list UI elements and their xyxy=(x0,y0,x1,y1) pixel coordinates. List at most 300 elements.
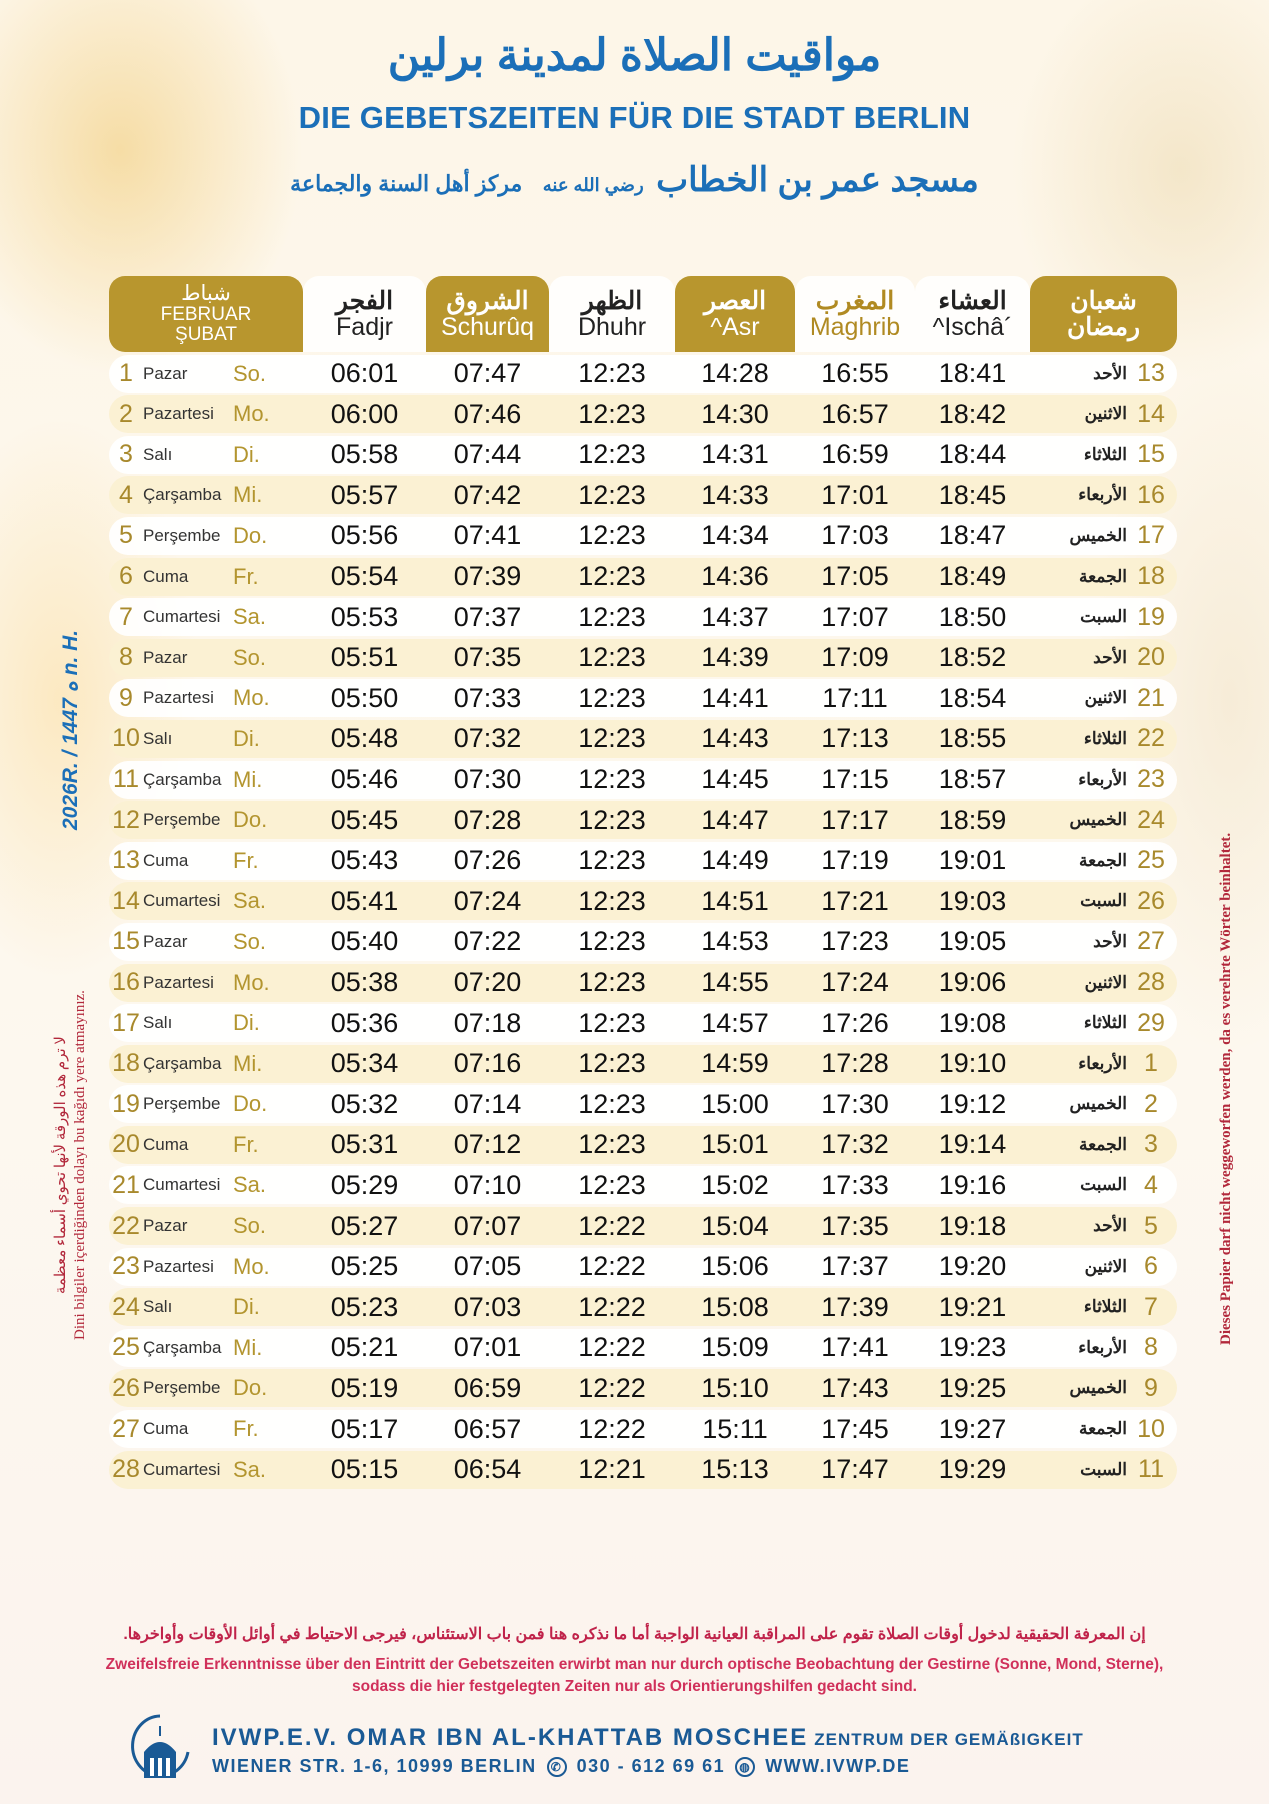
asr-time: 14:53 xyxy=(701,926,769,957)
weekday-tr: Perşembe xyxy=(143,1378,221,1398)
header-dhuhr xyxy=(549,276,675,352)
schuruq-time: 07:07 xyxy=(453,1210,522,1241)
weekday-de: Di. xyxy=(233,725,260,751)
fadjr-time: 05:43 xyxy=(330,845,399,876)
maghrib-ar: المغرب xyxy=(815,286,895,315)
day-number: 25 xyxy=(112,1333,140,1362)
asr-time: 15:09 xyxy=(701,1332,769,1363)
schuruq-time: 07:32 xyxy=(453,723,522,754)
footer-note-de-2: sodass die hier festgelegten Zeiten nur als Orientierungshilfen gedacht sind. xyxy=(351,1677,917,1695)
day-number: 13 xyxy=(112,846,140,875)
dhuhr-time: 12:22 xyxy=(578,1413,646,1444)
maghrib-time: 17:28 xyxy=(821,1048,889,1079)
ischa-time: 18:54 xyxy=(938,682,1007,713)
asr-time: 14:47 xyxy=(701,804,769,835)
right-warning-de: Dieses Papier darf nicht weggeworfen werden, da es verehrte Wörter beinhaltet. xyxy=(1218,832,1234,1345)
weekday-tr: Perşembe xyxy=(143,810,221,830)
weekday-de: So. xyxy=(233,360,267,386)
fadjr-time: 05:21 xyxy=(330,1332,399,1363)
hijri-cell xyxy=(1030,1009,1177,1038)
day-number: 5 xyxy=(119,521,133,550)
maghrib-time: 16:57 xyxy=(821,398,889,429)
asr-time: 14:31 xyxy=(701,439,769,470)
fadjr-time: 05:31 xyxy=(330,1129,399,1160)
maghrib-time: 17:19 xyxy=(821,845,889,876)
weekday-tr: Pazar xyxy=(143,1216,188,1236)
schuruq-time: 07:44 xyxy=(453,439,522,470)
weekday-tr: Cumartesi xyxy=(143,607,221,627)
table-header xyxy=(109,276,1177,352)
schuruq-time: 07:33 xyxy=(453,682,522,713)
fadjr-la: Fadjr xyxy=(336,313,393,341)
maghrib-time: 17:32 xyxy=(821,1129,889,1160)
date-cell xyxy=(109,562,303,591)
hijri-cell xyxy=(1030,1130,1177,1159)
schuruq-time: 07:35 xyxy=(453,642,522,673)
weekday-ar: الأحد xyxy=(1093,1216,1127,1236)
date-cell xyxy=(109,1455,303,1484)
table-row xyxy=(109,355,1177,393)
hijri-cell xyxy=(1030,724,1177,753)
hijri-day-number: 11 xyxy=(1138,1455,1164,1484)
schuruq-time: 07:37 xyxy=(453,601,522,632)
hijri-day-number: 5 xyxy=(1144,1211,1158,1240)
weekday-tr: Pazartesi xyxy=(143,404,214,424)
weekday-tr: Cuma xyxy=(143,1419,189,1439)
ischa-time: 18:55 xyxy=(938,723,1007,754)
hijri-day-number: 28 xyxy=(1137,968,1165,996)
fadjr-time: 05:50 xyxy=(330,682,399,713)
header-month xyxy=(109,276,303,352)
asr-time: 14:34 xyxy=(701,520,769,551)
asr-time: 14:55 xyxy=(701,967,769,997)
date-cell xyxy=(109,1252,303,1281)
fadjr-time: 06:01 xyxy=(330,358,399,389)
date-cell xyxy=(109,481,303,510)
maghrib-time: 17:09 xyxy=(821,642,889,673)
date-cell xyxy=(109,887,303,916)
ischa-la: ^Ischâ´ xyxy=(932,313,1013,341)
hijri-cell xyxy=(1030,603,1177,632)
address: WIENER STR. 1-6, 10999 BERLIN xyxy=(212,1756,537,1776)
maghrib-time: 17:43 xyxy=(821,1372,889,1403)
fadjr-time: 05:53 xyxy=(330,601,399,632)
hijri-month-2: رمضان xyxy=(1066,313,1141,341)
hijri-day-number: 13 xyxy=(1137,359,1165,388)
schuruq-time: 07:30 xyxy=(453,764,522,795)
schuruq-time: 07:03 xyxy=(453,1291,522,1322)
weekday-ar: الاثنين xyxy=(1084,972,1127,992)
schuruq-time: 07:10 xyxy=(453,1169,522,1200)
hijri-day-number: 2 xyxy=(1144,1089,1158,1118)
date-cell xyxy=(109,1374,303,1403)
schuruq-time: 07:42 xyxy=(453,479,522,510)
weekday-de: Do. xyxy=(233,522,268,548)
schuruq-time: 07:05 xyxy=(453,1251,522,1282)
ischa-time: 19:08 xyxy=(938,1007,1007,1038)
dhuhr-time: 12:22 xyxy=(578,1251,646,1282)
weekday-de: Di. xyxy=(233,1294,260,1320)
weekday-tr: Pazar xyxy=(143,931,188,951)
hijri-day-number: 23 xyxy=(1137,765,1165,794)
hijri-day-number: 20 xyxy=(1137,643,1165,672)
schuruq-la: Schurûq xyxy=(440,313,535,341)
asr-time: 14:41 xyxy=(701,682,769,713)
date-cell xyxy=(109,1415,303,1444)
weekday-ar: الجمعة xyxy=(1078,1419,1127,1439)
asr-time: 15:10 xyxy=(701,1372,769,1403)
dhuhr-time: 12:23 xyxy=(578,1129,646,1160)
dhuhr-time: 12:23 xyxy=(578,1048,646,1079)
date-cell xyxy=(109,603,303,632)
weekday-de: Mi. xyxy=(233,766,263,792)
weekday-tr: Pazartesi xyxy=(143,688,214,708)
weekday-tr: Pazar xyxy=(143,363,188,383)
header-fadjr xyxy=(303,276,426,352)
schuruq-time: 07:18 xyxy=(453,1007,522,1038)
dhuhr-ar: الظهر xyxy=(581,286,643,315)
schuruq-time: 06:57 xyxy=(453,1413,522,1444)
maghrib-time: 17:05 xyxy=(821,561,889,592)
table-row xyxy=(109,517,1177,555)
month-ar: شباط xyxy=(181,282,231,306)
asr-time: 14:36 xyxy=(701,561,769,592)
asr-time: 14:57 xyxy=(701,1007,769,1038)
dhuhr-time: 12:23 xyxy=(578,398,646,429)
hijri-cell xyxy=(1030,1171,1177,1200)
dhuhr-la: Dhuhr xyxy=(577,313,647,341)
weekday-ar: الاثنين xyxy=(1084,404,1127,424)
schuruq-time: 07:47 xyxy=(453,358,522,389)
dhuhr-time: 12:23 xyxy=(578,479,646,510)
dhuhr-time: 12:23 xyxy=(578,358,646,389)
weekday-de: Sa. xyxy=(233,1172,267,1198)
weekday-tr: Salı xyxy=(143,444,173,464)
fadjr-time: 05:34 xyxy=(330,1048,399,1079)
table-row xyxy=(109,1085,1177,1123)
weekday-ar: السبت xyxy=(1080,1175,1127,1195)
dhuhr-time: 12:23 xyxy=(578,764,646,795)
table-row xyxy=(109,1410,1177,1448)
dhuhr-time: 12:23 xyxy=(578,1169,646,1200)
weekday-ar: الاثنين xyxy=(1084,1256,1127,1276)
phone-icon: ✆ xyxy=(547,1757,567,1777)
fadjr-time: 05:23 xyxy=(330,1291,399,1322)
table-row xyxy=(109,639,1177,677)
weekday-tr: Çarşamba xyxy=(143,1337,222,1357)
day-number: 23 xyxy=(112,1252,140,1281)
table-row xyxy=(109,679,1177,717)
hijri-cell xyxy=(1030,765,1177,794)
fadjr-time: 05:45 xyxy=(330,804,399,835)
fadjr-time: 05:25 xyxy=(330,1251,399,1282)
fadjr-time: 05:58 xyxy=(330,439,399,470)
day-number: 7 xyxy=(119,602,133,631)
day-number: 27 xyxy=(112,1414,140,1443)
date-cell xyxy=(109,1049,303,1078)
schuruq-time: 07:28 xyxy=(453,804,522,835)
month-tr: ŞUBAT xyxy=(175,324,237,346)
table-row xyxy=(109,1045,1177,1083)
ischa-time: 19:25 xyxy=(938,1372,1007,1403)
ischa-time: 18:42 xyxy=(938,398,1007,429)
maghrib-time: 17:47 xyxy=(821,1454,889,1485)
asr-time: 14:39 xyxy=(701,642,769,673)
table-row xyxy=(109,558,1177,596)
asr-time: 15:11 xyxy=(702,1413,768,1444)
weekday-tr: Çarşamba xyxy=(143,769,222,789)
website-link[interactable]: WWW.IVWP.DE xyxy=(765,1756,911,1776)
date-cell xyxy=(109,1293,303,1322)
ischa-time: 18:59 xyxy=(938,804,1007,835)
maghrib-time: 17:03 xyxy=(821,520,889,551)
weekday-de: Do. xyxy=(233,1091,268,1117)
maghrib-time: 17:01 xyxy=(821,479,889,510)
hijri-day-number: 3 xyxy=(1144,1130,1158,1159)
weekday-de: Mo. xyxy=(233,685,270,711)
dhuhr-time: 12:22 xyxy=(578,1372,646,1403)
fadjr-time: 05:19 xyxy=(330,1372,399,1403)
ischa-time: 18:57 xyxy=(938,764,1007,795)
dhuhr-time: 12:23 xyxy=(578,601,646,632)
fadjr-time: 05:54 xyxy=(330,561,399,592)
hijri-day-number: 7 xyxy=(1144,1292,1158,1321)
weekday-tr: Salı xyxy=(143,1013,173,1033)
fadjr-time: 05:17 xyxy=(330,1413,399,1444)
day-number: 2 xyxy=(119,399,133,428)
ischa-time: 18:45 xyxy=(938,479,1007,510)
hijri-day-number: 26 xyxy=(1137,886,1165,915)
hijri-day-number: 8 xyxy=(1144,1333,1158,1362)
asr-time: 15:04 xyxy=(701,1210,769,1241)
weekday-tr: Perşembe xyxy=(143,1094,221,1114)
table-row xyxy=(109,395,1177,433)
hijri-cell xyxy=(1030,1252,1177,1281)
date-cell xyxy=(109,359,303,388)
asr-time: 14:51 xyxy=(701,885,769,916)
weekday-ar: الخميس xyxy=(1069,525,1127,545)
fadjr-time: 05:57 xyxy=(330,479,399,510)
left-warning xyxy=(52,990,90,1340)
dhuhr-time: 12:21 xyxy=(578,1454,646,1485)
table-row xyxy=(109,882,1177,920)
ischa-time: 19:01 xyxy=(938,845,1007,876)
weekday-de: Do. xyxy=(233,807,268,833)
phone-number[interactable]: 030 - 612 69 61 xyxy=(576,1756,726,1776)
asr-time: 14:49 xyxy=(701,845,769,876)
fadjr-time: 05:48 xyxy=(330,723,399,754)
asr-time: 15:02 xyxy=(701,1169,769,1200)
hijri-day-number: 16 xyxy=(1137,480,1165,509)
maghrib-time: 17:13 xyxy=(821,723,889,754)
hijri-cell xyxy=(1030,521,1177,550)
fadjr-time: 05:46 xyxy=(330,764,399,795)
date-cell xyxy=(109,846,303,875)
weekday-tr: Pazartesi xyxy=(143,1256,214,1276)
date-cell xyxy=(109,968,303,997)
title-german: DIE GEBETSZEITEN FÜR DIE STADT BERLIN xyxy=(298,100,971,135)
day-number: 10 xyxy=(112,724,140,753)
fadjr-time: 05:41 xyxy=(330,885,399,916)
table-row xyxy=(109,720,1177,758)
day-number: 8 xyxy=(119,643,133,672)
weekday-de: Mo. xyxy=(233,401,270,427)
weekday-de: So. xyxy=(233,1213,267,1239)
table-row xyxy=(109,1451,1177,1489)
left-warning-tr: Dini bilgiler içerdiğinden dolayı bu kağıdı yere atmayınız. xyxy=(71,990,88,1340)
maghrib-time: 17:15 xyxy=(821,764,889,795)
dhuhr-time: 12:23 xyxy=(578,682,646,713)
schuruq-time: 06:54 xyxy=(453,1454,522,1485)
asr-time: 15:00 xyxy=(701,1088,769,1119)
dhuhr-time: 12:23 xyxy=(578,723,646,754)
day-number: 9 xyxy=(119,683,133,712)
hijri-cell xyxy=(1030,440,1177,469)
hijri-day-number: 4 xyxy=(1144,1170,1158,1199)
schuruq-time: 07:16 xyxy=(453,1048,522,1079)
ischa-time: 19:12 xyxy=(938,1088,1007,1119)
asr-time: 14:28 xyxy=(701,358,769,389)
date-cell xyxy=(109,1171,303,1200)
table-row xyxy=(109,761,1177,799)
hijri-cell xyxy=(1030,1212,1177,1241)
day-number: 3 xyxy=(119,440,133,469)
footer-note-de xyxy=(30,1654,1239,1697)
weekday-tr: Çarşamba xyxy=(143,485,222,505)
asr-time: 15:13 xyxy=(701,1454,769,1485)
fadjr-ar: الفجر xyxy=(335,286,394,315)
day-number: 26 xyxy=(112,1373,140,1402)
weekday-ar: الأحد xyxy=(1093,363,1127,383)
ischa-time: 19:18 xyxy=(938,1210,1007,1241)
dhuhr-time: 12:23 xyxy=(578,804,646,835)
table-row xyxy=(109,923,1177,961)
ischa-time: 19:16 xyxy=(938,1169,1007,1200)
fadjr-time: 05:36 xyxy=(330,1007,399,1038)
ischa-time: 18:47 xyxy=(938,520,1007,551)
hijri-cell xyxy=(1030,1049,1177,1078)
asr-time: 14:43 xyxy=(701,723,769,754)
date-cell xyxy=(109,765,303,794)
maghrib-time: 17:45 xyxy=(821,1413,889,1444)
hijri-day-number: 1 xyxy=(1144,1049,1158,1078)
weekday-ar: الأربعاء xyxy=(1078,485,1127,505)
asr-time: 14:33 xyxy=(701,479,769,510)
mosque-title xyxy=(0,160,1269,200)
table-row xyxy=(109,476,1177,514)
header-asr xyxy=(675,276,795,352)
weekday-de: Mo. xyxy=(233,969,270,995)
weekday-de: Fr. xyxy=(233,1416,259,1442)
day-number: 18 xyxy=(112,1049,140,1078)
hijri-cell xyxy=(1030,927,1177,956)
asr-la: ^Asr xyxy=(710,313,760,341)
dhuhr-time: 12:23 xyxy=(578,885,646,916)
table-row xyxy=(109,1248,1177,1286)
dhuhr-time: 12:23 xyxy=(578,439,646,470)
weekday-ar: الجمعة xyxy=(1078,850,1127,870)
weekday-ar: الثلاثاء xyxy=(1083,444,1127,464)
weekday-de: Mi. xyxy=(233,1334,263,1360)
date-cell xyxy=(109,724,303,753)
ischa-time: 18:41 xyxy=(938,358,1007,389)
weekday-de: Sa. xyxy=(233,1456,267,1482)
hijri-cell xyxy=(1030,846,1177,875)
dhuhr-time: 12:23 xyxy=(578,845,646,876)
ischa-time: 19:20 xyxy=(938,1251,1007,1282)
hijri-cell xyxy=(1030,684,1177,713)
maghrib-time: 17:41 xyxy=(821,1332,889,1363)
schuruq-time: 07:39 xyxy=(453,561,522,592)
header-schuruq xyxy=(426,276,549,352)
weekday-ar: الثلاثاء xyxy=(1083,1013,1127,1033)
hijri-day-number: 22 xyxy=(1137,724,1165,753)
schuruq-time: 07:26 xyxy=(453,845,522,876)
weekday-ar: السبت xyxy=(1080,1459,1127,1479)
dhuhr-time: 12:23 xyxy=(578,967,646,997)
dhuhr-time: 12:22 xyxy=(578,1332,646,1363)
day-number: 12 xyxy=(112,805,140,834)
maghrib-time: 17:07 xyxy=(821,601,889,632)
weekday-de: Mi. xyxy=(233,482,263,508)
hijri-day-number: 6 xyxy=(1144,1252,1158,1281)
dhuhr-time: 12:23 xyxy=(578,1007,646,1038)
fadjr-time: 05:51 xyxy=(330,642,399,673)
maghrib-la: Maghrib xyxy=(809,313,901,341)
weekday-de: Mo. xyxy=(233,1253,270,1279)
day-number: 24 xyxy=(112,1292,140,1321)
table-row xyxy=(109,1004,1177,1042)
dhuhr-time: 12:22 xyxy=(578,1291,646,1322)
date-cell xyxy=(109,1009,303,1038)
honorific-calligraphy: رضي الله عنه xyxy=(542,175,644,195)
fadjr-time: 05:27 xyxy=(330,1210,399,1241)
maghrib-time: 16:59 xyxy=(821,439,889,470)
weekday-ar: الاثنين xyxy=(1084,688,1127,708)
center-name-ar: مركز أهل السنة والجماعة xyxy=(290,171,523,196)
fadjr-time: 06:00 xyxy=(330,398,399,429)
schuruq-ar: الشروق xyxy=(446,286,529,315)
weekday-de: Sa. xyxy=(233,888,267,914)
mosque-logo-icon xyxy=(130,1712,190,1784)
hijri-cell xyxy=(1030,1293,1177,1322)
weekday-tr: Cumartesi xyxy=(143,1459,221,1479)
hijri-cell xyxy=(1030,1415,1177,1444)
maghrib-time: 17:33 xyxy=(821,1169,889,1200)
weekday-ar: الأربعاء xyxy=(1078,1053,1127,1073)
weekday-de: Fr. xyxy=(233,563,259,589)
hijri-cell xyxy=(1030,1374,1177,1403)
ischa-time: 19:29 xyxy=(938,1454,1007,1485)
table-row xyxy=(109,1126,1177,1164)
date-cell xyxy=(109,643,303,672)
maghrib-time: 17:11 xyxy=(822,682,888,713)
weekday-de: Do. xyxy=(233,1375,268,1401)
mosque-name-ar: مسجد عمر بن الخطاب xyxy=(656,161,979,199)
weekday-ar: الأربعاء xyxy=(1078,769,1127,789)
weekday-de: Fr. xyxy=(233,1131,259,1157)
org-subtitle: ZENTRUM DER GEMÄßIGKEIT xyxy=(814,1730,1084,1749)
asr-time: 15:06 xyxy=(701,1251,769,1282)
hijri-day-number: 10 xyxy=(1137,1414,1165,1443)
ischa-time: 19:03 xyxy=(938,885,1007,916)
weekday-tr: Cuma xyxy=(143,566,189,586)
title-arabic: مواقيت الصلاة لمدينة برلين xyxy=(387,31,882,80)
hijri-day-number: 25 xyxy=(1137,846,1165,875)
dhuhr-time: 12:23 xyxy=(578,926,646,957)
table-row xyxy=(109,1329,1177,1367)
weekday-ar: الأحد xyxy=(1093,647,1127,667)
